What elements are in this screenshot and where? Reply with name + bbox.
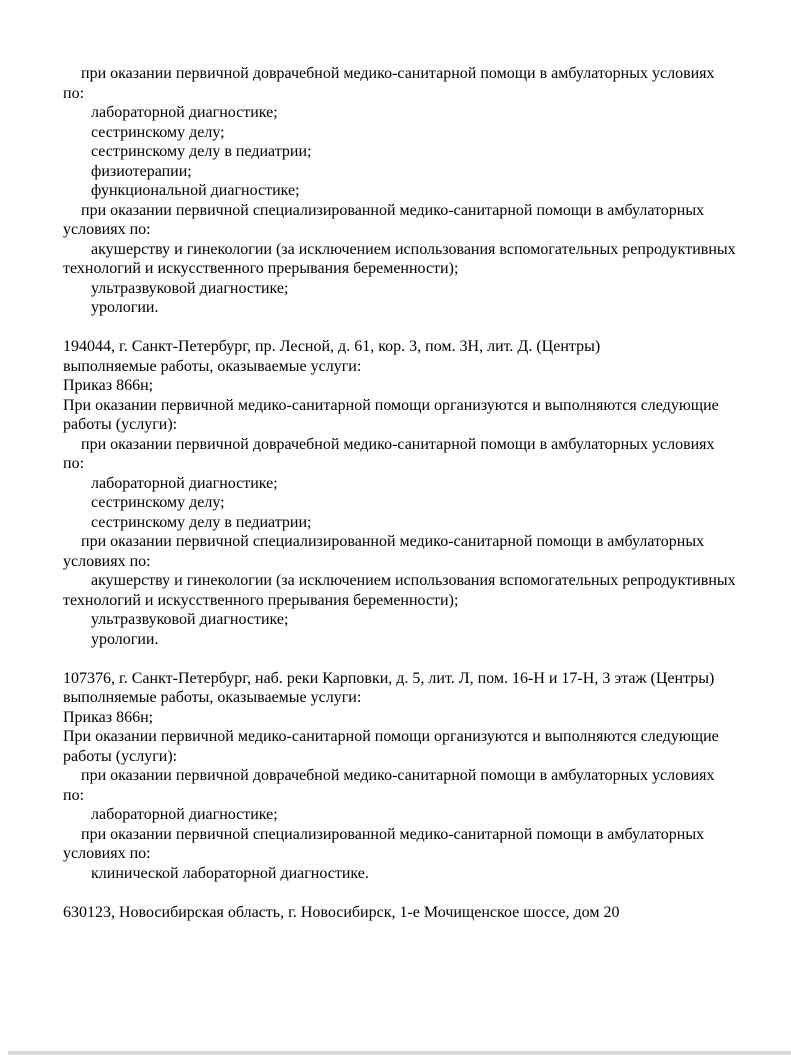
text-line: условиях по:	[63, 845, 151, 862]
text-line: клинической лабораторной диагностике.	[91, 864, 369, 882]
text-line: условиях по:	[63, 552, 151, 570]
text-line: при оказании первичной специализированной медико-санитарной помощи в амбулаторных	[81, 201, 705, 219]
text-line: лабораторной диагностике;	[91, 104, 278, 121]
text-line: сестринскому делу;	[91, 123, 225, 141]
text-line: выполняемые работы, оказываемые услуги:	[63, 357, 362, 375]
text-line: 107376, г. Санкт-Петербург, наб. реки Карповки, д. 5, лит. Л, пом. 16-Н и 17-Н, 3 этаж (Центры)	[63, 669, 715, 687]
text-block	[63, 337, 755, 649]
text-line: 194044, г. Санкт-Петербург, пр. Лесной, д. 61, кор. 3, пом. 3Н, лит. Д. (Центры)	[63, 338, 601, 355]
text-line: по:	[63, 455, 85, 472]
horizontal-scrollbar[interactable]	[8, 1051, 791, 1055]
text-line: лабораторной диагностике;	[91, 474, 278, 492]
text-line: при оказании первичной доврачебной медико-санитарной помощи в амбулаторных условиях	[81, 767, 715, 784]
text-line: при оказании первичной специализированной медико-санитарной помощи в амбулаторных	[81, 533, 705, 550]
text-line: Приказ 866н;	[63, 377, 154, 394]
text-line: При оказании первичной медико-санитарной помощи организуются и выполняются следующие	[63, 728, 719, 745]
text-line: технологий и искусственного прерывания беременности);	[63, 591, 459, 609]
text-line: при оказании первичной доврачебной медико-санитарной помощи в амбулаторных условиях	[81, 435, 715, 453]
text-line: акушерству и гинекологии (за исключением использования вспомогательных репродуктивных	[91, 572, 736, 589]
text-block	[63, 64, 755, 318]
text-line: ультразвуковой диагностике;	[91, 279, 289, 297]
text-line: функциональной диагностике;	[91, 182, 300, 199]
text-line: сестринскому делу в педиатрии;	[91, 143, 312, 160]
text-line: условиях по:	[63, 221, 151, 238]
text-line: работы (услуги):	[63, 747, 178, 765]
text-line: Приказ 866н;	[63, 708, 154, 726]
text-line: При оказании первичной медико-санитарной помощи организуются и выполняются следующие	[63, 396, 719, 414]
text-line: ультразвуковой диагностике;	[91, 611, 289, 628]
text-line: технологий и искусственного прерывания беременности);	[63, 260, 459, 277]
text-line: лабораторной диагностике;	[91, 806, 278, 823]
text-line: акушерству и гинекологии (за исключением использования вспомогательных репродуктивных	[91, 240, 736, 258]
text-line: урологии.	[91, 630, 159, 648]
text-line: сестринскому делу в педиатрии;	[91, 513, 312, 531]
text-line: 630123, Новосибирская область, г. Новосибирск, 1-е Мочищенское шоссе, дом 20	[63, 903, 620, 921]
text-line: работы (услуги):	[63, 416, 178, 433]
text-block	[63, 669, 755, 884]
text-line: по:	[63, 786, 85, 804]
text-line: урологии.	[91, 299, 159, 316]
text-line: сестринскому делу;	[91, 494, 225, 511]
text-block	[63, 903, 755, 923]
text-line: при оказании первичной доврачебной медико-санитарной помощи в амбулаторных условиях	[81, 65, 715, 82]
text-line: физиотерапии;	[91, 162, 192, 180]
text-line: по:	[63, 84, 85, 102]
text-line: выполняемые работы, оказываемые услуги:	[63, 689, 362, 706]
text-line: при оказании первичной специализированной медико-санитарной помощи в амбулаторных	[81, 825, 705, 843]
